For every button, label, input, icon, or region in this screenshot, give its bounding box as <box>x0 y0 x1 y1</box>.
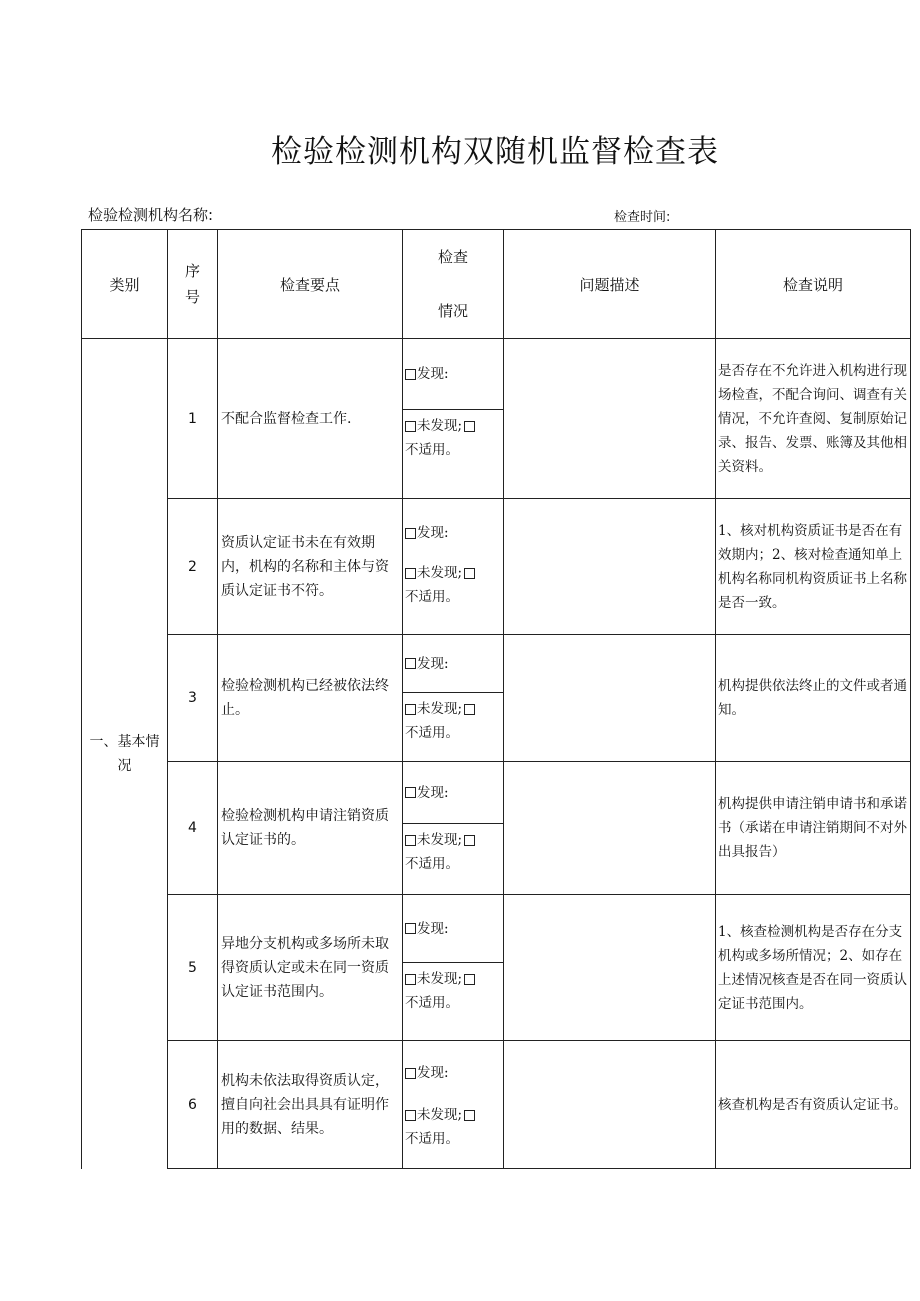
table-row <box>82 499 911 635</box>
not-found-label: 未发现; <box>417 971 463 987</box>
inspection-table <box>81 229 911 1169</box>
problem-cell[interactable] <box>504 339 716 499</box>
header-seq-line2: 号 <box>184 288 200 306</box>
found-option[interactable] <box>403 1041 503 1099</box>
table-row <box>82 339 911 499</box>
checkbox-not-found[interactable] <box>405 704 416 715</box>
check-point: 不配合监督检查工作. <box>218 339 403 499</box>
table-row <box>82 635 911 762</box>
checkbox-not-applicable[interactable] <box>464 835 475 846</box>
category-line2: 况 <box>117 757 132 774</box>
header-status-line1: 检查 <box>437 248 468 266</box>
header-points: 检查要点 <box>218 230 403 339</box>
checkbox-not-found[interactable] <box>405 974 416 985</box>
institution-name-label: 检验检测机构名称: <box>88 206 214 224</box>
problem-cell[interactable] <box>504 499 716 635</box>
not-found-label: 未发现; <box>417 418 463 434</box>
not-applicable-label: 不适用。 <box>405 856 459 872</box>
status-cell <box>403 635 504 762</box>
found-option[interactable] <box>403 762 503 824</box>
explanation-cell: 机构提供依法终止的文件或者通知。 <box>716 635 911 762</box>
not-applicable-label: 不适用。 <box>405 442 459 458</box>
checkbox-not-found[interactable] <box>405 835 416 846</box>
checkbox-found[interactable] <box>405 369 416 380</box>
not-found-option[interactable] <box>403 557 503 609</box>
header-seq <box>168 230 218 339</box>
not-applicable-label: 不适用。 <box>405 1131 459 1147</box>
inspection-time-label: 检查时间: <box>614 210 671 225</box>
header-status-line2: 情况 <box>437 302 468 320</box>
not-applicable-label: 不适用。 <box>405 995 459 1011</box>
header-row <box>82 230 911 339</box>
checkbox-not-applicable[interactable] <box>464 1110 475 1121</box>
problem-cell[interactable] <box>504 635 716 762</box>
table-row <box>82 895 911 1041</box>
not-found-option[interactable] <box>403 963 503 1015</box>
not-found-option[interactable] <box>403 410 503 462</box>
category-cell <box>82 339 168 1169</box>
problem-cell[interactable] <box>504 762 716 895</box>
header-problem: 问题描述 <box>504 230 716 339</box>
seq-cell: 6 <box>168 1041 218 1169</box>
checkbox-not-found[interactable] <box>405 1110 416 1121</box>
problem-cell[interactable] <box>504 895 716 1041</box>
not-found-option[interactable] <box>403 1099 503 1151</box>
not-found-option[interactable] <box>403 693 503 745</box>
checkbox-found[interactable] <box>405 923 416 934</box>
not-found-option[interactable] <box>403 824 503 876</box>
checkbox-not-applicable[interactable] <box>464 704 475 715</box>
found-label: 发现: <box>417 920 449 937</box>
not-found-label: 未发现; <box>417 1107 463 1123</box>
found-option[interactable] <box>403 635 503 693</box>
found-option[interactable] <box>403 499 503 557</box>
status-cell <box>403 762 504 895</box>
explanation-cell: 1、核查检测机构是否存在分支机构或多场所情况；2、如存在上述情况核查是否在同一资质认定证书范围内。 <box>716 895 911 1041</box>
explanation-cell: 是否存在不允许进入机构进行现场检查，不配合询问、调查有关情况，不允许查阅、复制原始记录、报告、发票、账簿及其他相关资料。 <box>716 339 911 499</box>
seq-cell: 4 <box>168 762 218 895</box>
header-seq-line1: 序 <box>184 262 200 280</box>
found-label: 发现: <box>417 784 449 801</box>
not-applicable-label: 不适用。 <box>405 725 459 741</box>
status-cell <box>403 1041 504 1169</box>
checkbox-found[interactable] <box>405 1068 416 1079</box>
checkbox-not-applicable[interactable] <box>464 974 475 985</box>
status-cell <box>403 499 504 635</box>
check-point: 异地分支机构或多场所未取得资质认定或未在同一资质认定证书范围内。 <box>218 895 403 1041</box>
checkbox-not-applicable[interactable] <box>464 421 475 432</box>
check-point: 机构未依法取得资质认定，擅自向社会出具具有证明作用的数据、结果。 <box>218 1041 403 1169</box>
not-found-label: 未发现; <box>417 701 463 717</box>
table-row <box>82 1041 911 1169</box>
seq-cell: 2 <box>168 499 218 635</box>
checkbox-not-found[interactable] <box>405 421 416 432</box>
status-cell <box>403 339 504 499</box>
explanation-cell: 核查机构是否有资质认定证书。 <box>716 1041 911 1169</box>
table-row <box>82 762 911 895</box>
seq-cell: 1 <box>168 339 218 499</box>
explanation-cell: 1、核对机构资质证书是否在有效期内；2、核对检查通知单上机构名称同机构资质证书上名称是否一致。 <box>716 499 911 635</box>
seq-cell: 3 <box>168 635 218 762</box>
found-option[interactable] <box>403 895 503 963</box>
page-title: 检验检测机构双随机监督检查表 <box>271 134 719 170</box>
checkbox-found[interactable] <box>405 528 416 539</box>
header-status <box>403 230 504 339</box>
found-label: 发现: <box>417 525 449 541</box>
checkbox-not-found[interactable] <box>405 568 416 579</box>
seq-cell: 5 <box>168 895 218 1041</box>
status-cell <box>403 895 504 1041</box>
explanation-cell: 机构提供申请注销申请书和承诺书（承诺在申请注销期间不对外出具报告） <box>716 762 911 895</box>
found-label: 发现: <box>417 655 449 672</box>
checkbox-found[interactable] <box>405 787 416 798</box>
header-category: 类别 <box>82 230 168 339</box>
checkbox-not-applicable[interactable] <box>464 568 475 579</box>
problem-cell[interactable] <box>504 1041 716 1169</box>
checkbox-found[interactable] <box>405 658 416 669</box>
found-option[interactable] <box>403 339 503 410</box>
header-explanation: 检查说明 <box>716 230 911 339</box>
check-point: 检验检测机构申请注销资质认定证书的。 <box>218 762 403 895</box>
found-label: 发现: <box>417 366 449 382</box>
category-line1: 一、基本情 <box>89 733 160 750</box>
not-found-label: 未发现; <box>417 832 463 848</box>
found-label: 发现: <box>417 1065 449 1081</box>
not-found-label: 未发现; <box>417 565 463 581</box>
check-point: 检验检测机构已经被依法终止。 <box>218 635 403 762</box>
check-point: 资质认定证书未在有效期内，机构的名称和主体与资质认定证书不符。 <box>218 499 403 635</box>
not-applicable-label: 不适用。 <box>405 589 459 605</box>
